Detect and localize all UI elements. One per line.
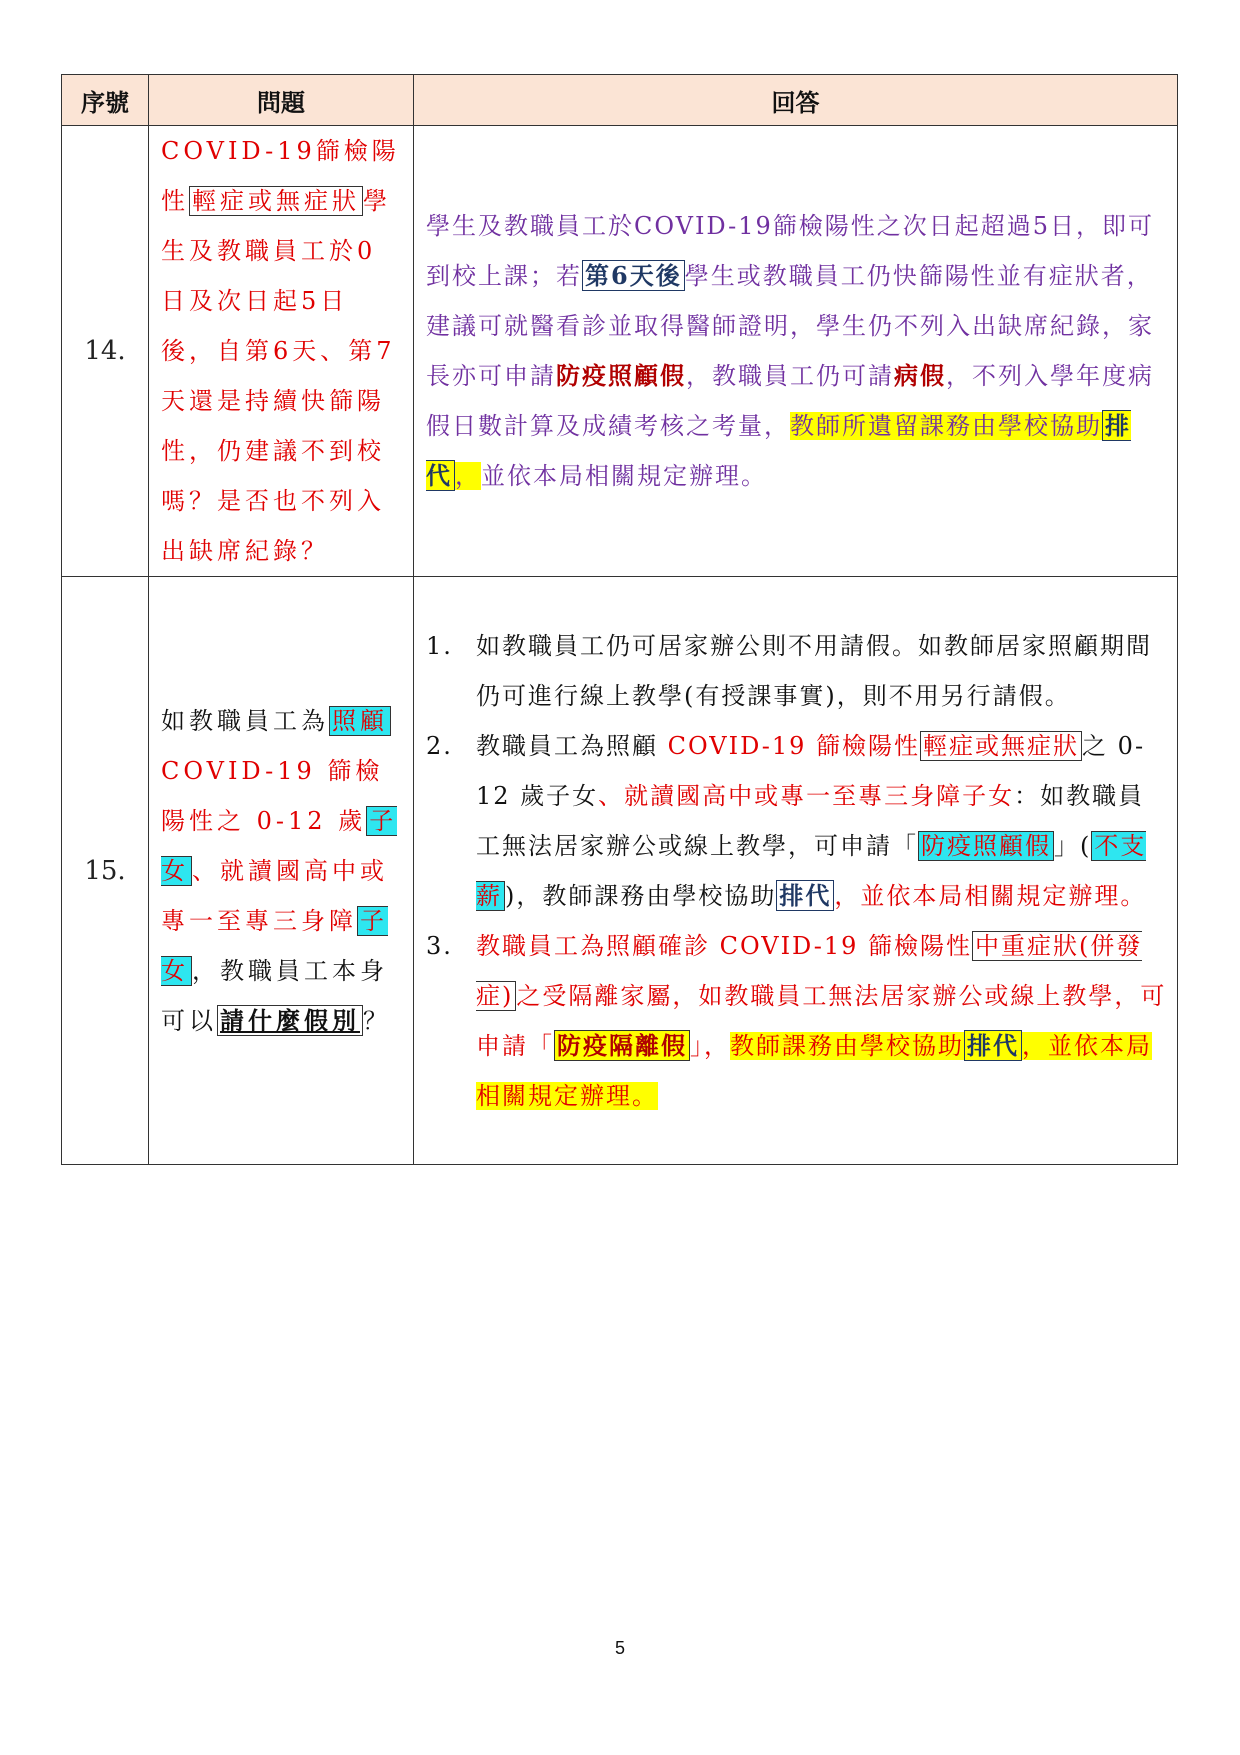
answer-bold-text: 病假	[894, 361, 946, 390]
answer-list	[426, 621, 1167, 1121]
answer-boxed-text: 排代	[426, 411, 1131, 490]
list-item-text: )，教師課務由學校協助	[505, 881, 777, 910]
question-boxed-text: 請什麼假別	[217, 1005, 363, 1036]
list-item-number: 3.	[426, 931, 453, 960]
answer-text: 學生及教職員工於COVID-19篩檢陽性之次日起超過5日，即可到校上課；若	[426, 212, 1155, 290]
list-item-boxed-text: 排代	[964, 1030, 1022, 1061]
list-item-boxed-text: 中重症狀(併發症)	[476, 931, 1143, 1010]
list-item-highlighted-text: 教師課務由學校協助	[730, 1031, 964, 1060]
question-text: COVID-19篩檢陽性	[161, 137, 400, 215]
list-item-text: 之受隔離家屬，如教職員工無法居家辦公或線上教學，可申請「	[476, 981, 1167, 1060]
question-boxed-text: 輕症或無症狀	[189, 186, 363, 216]
list-item-text: 如教職員工仍可居家辦公則不用請假。如教師居家照顧期間仍可進行線上教學(有授課事實)，則不用另行請假。	[476, 631, 1152, 710]
question-cell	[149, 126, 414, 577]
list-item-text: 、就讀國高中或專一至專三身障子女	[598, 781, 1015, 810]
question-text: ，教職員工本身可以	[161, 956, 388, 1035]
list-item-highlighted-text: 防疫照顧假	[918, 831, 1054, 861]
page-number: 5	[614, 1638, 625, 1658]
row-number: 15.	[62, 577, 149, 1165]
header-seq: 序號	[62, 75, 149, 126]
answer-highlighted-text: 教師所遺留課務由學校協助	[790, 412, 1102, 440]
table-header-row	[62, 75, 1178, 126]
list-item-boxed-text: 排代	[776, 880, 834, 911]
question-highlighted-text: 子女	[161, 906, 388, 985]
list-item-highlighted-text: 防疫隔離假	[554, 1030, 690, 1061]
question-text: 學生及教職員工於0日及次日起5日後，自第6天、第7天還是持續快篩陽性，仍建議不到校嗎？是否也不列入出缺席紀錄？	[161, 187, 396, 565]
list-item-text: 」(	[1054, 831, 1092, 860]
question-text: 、就讀國高中或專一至專三身障	[161, 856, 388, 935]
header-question: 問題	[149, 75, 414, 126]
list-item	[426, 721, 1167, 921]
list-item-highlighted-text: 不支薪	[476, 831, 1147, 910]
list-item-text: COVID-19 篩檢陽性	[667, 731, 921, 760]
list-item-text: 教職員工為照顧確診 COVID-19 篩檢陽性	[476, 931, 973, 960]
faq-table	[61, 74, 1178, 1165]
table-row-15	[62, 577, 1178, 1165]
list-item-text: 之 0-12 歲子女	[476, 731, 1146, 810]
list-item	[426, 621, 1167, 721]
list-item	[426, 921, 1167, 1121]
list-item-text: 教職員工為照顧	[476, 731, 668, 760]
answer-cell	[414, 577, 1178, 1165]
answer-cell	[414, 126, 1178, 577]
question-text: COVID-19 篩檢陽性之 0-12 歲	[161, 756, 384, 835]
answer-text: 學生或教職員工仍快篩陽性並有症狀者，建議可就醫看診並取得醫師證明，學生仍不列入出缺席紀錄，家長亦可申請	[426, 262, 1154, 390]
row-number: 14.	[62, 126, 149, 577]
list-item-highlighted-text: ，並依本局相關規定辦理。	[476, 1031, 1152, 1110]
answer-text: 並依本局相關規定辦理。	[481, 462, 767, 490]
question-text: 如教職員工為	[161, 706, 329, 735]
question-highlighted-text: 子女	[161, 806, 398, 885]
answer-bold-text: 防疫照顧假	[556, 361, 686, 390]
list-item-number: 2.	[426, 731, 453, 760]
list-item-boxed-text: 輕症或無症狀	[920, 731, 1082, 761]
answer-text: ，不列入學年度病假日數計算及成績考核之考量，	[426, 362, 1154, 440]
answer-boxed-text: 第6天後	[582, 260, 685, 291]
list-item-number: 1.	[426, 631, 453, 660]
table-row-14	[62, 126, 1178, 577]
question-text: ？	[363, 1006, 391, 1035]
list-item-text: ，並依本局相關規定辦理。	[834, 881, 1147, 910]
answer-highlighted-text: ，	[455, 462, 481, 490]
question-cell	[149, 577, 414, 1165]
question-highlighted-text: 照顧	[329, 706, 391, 736]
list-item-text: 」，	[690, 1031, 730, 1060]
answer-text: ，教職員工仍可請	[686, 362, 894, 390]
list-item-text: ：如教職員工無法居家辦公或線上教學，可申請「	[476, 781, 1145, 860]
header-answer: 回答	[414, 75, 1178, 126]
